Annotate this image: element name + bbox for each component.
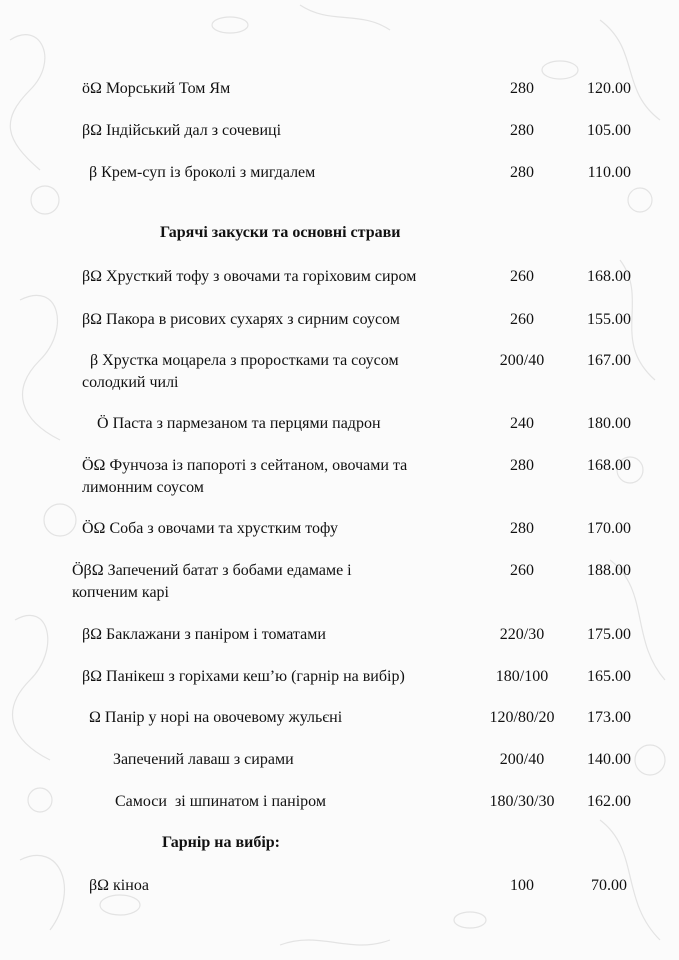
- item-price: 110.00: [587, 164, 631, 181]
- item-weight: 220/30: [499, 626, 545, 643]
- item-weight: 280: [510, 80, 534, 97]
- section-heading-hot: Гарячі закуски та основні страви: [160, 224, 401, 241]
- item-name: βΩ кіноа: [89, 877, 149, 894]
- item-weight: 120/80/20: [489, 709, 555, 726]
- menu-item: [0, 518, 679, 540]
- item-weight: 280: [510, 457, 534, 474]
- item-name: ÖβΩ Запечений батат з бобами едамаме і копченим карі: [72, 562, 352, 601]
- item-weight: 240: [510, 415, 534, 432]
- menu-item: [0, 120, 679, 142]
- item-price: 162.00: [587, 793, 631, 810]
- item-name: β Хрустка моцарела з проростками та соусом солодкий чилі: [82, 352, 399, 391]
- item-price: 188.00: [587, 562, 631, 579]
- menu-item: [0, 78, 679, 100]
- menu-item: [0, 266, 679, 288]
- item-price: 173.00: [587, 709, 631, 726]
- menu-item: [0, 350, 679, 394]
- item-name: βΩ Хрусткий тофу з овочами та горіховим сиром: [82, 268, 417, 285]
- menu-item: [0, 624, 679, 646]
- item-name: ÖΩ Соба з овочами та хрустким тофу: [82, 520, 338, 537]
- menu-item: [0, 666, 679, 688]
- menu-item: [0, 791, 679, 813]
- item-weight: 180/100: [495, 668, 549, 685]
- item-weight: 200/40: [499, 751, 545, 768]
- item-weight: 280: [510, 164, 534, 181]
- item-weight: 280: [510, 122, 534, 139]
- item-name: Самоси зі шпинатом і паніром: [115, 793, 326, 810]
- menu-item: [0, 455, 679, 499]
- item-name: βΩ Індійський дал з сочевиці: [82, 122, 282, 139]
- menu-item: [0, 413, 679, 435]
- item-name: Ω Панір у норі на овочевому жульєні: [89, 709, 343, 726]
- menu-item: [0, 162, 679, 184]
- item-name: βΩ Панікеш з горіхами кеш’ю (гарнір на вибір): [82, 668, 405, 685]
- menu-item: [0, 560, 679, 604]
- item-price: 70.00: [591, 877, 627, 894]
- item-name: Ö Паста з пармезаном та перцями падрон: [97, 415, 381, 432]
- item-price: 168.00: [587, 457, 631, 474]
- menu-item: [0, 749, 679, 771]
- item-name: β Крем-суп із броколі з мигдалем: [89, 164, 316, 181]
- menu-item: [0, 707, 679, 729]
- item-weight: 260: [510, 268, 534, 285]
- item-weight: 180/30/30: [489, 793, 555, 810]
- item-weight: 260: [510, 562, 534, 579]
- item-price: 170.00: [587, 520, 631, 537]
- item-name: βΩ Баклажани з паніром і томатами: [82, 626, 326, 643]
- item-price: 105.00: [587, 122, 631, 139]
- item-weight: 260: [510, 311, 534, 328]
- item-weight: 280: [510, 520, 534, 537]
- item-name: öΩ Морський Том Ям: [82, 80, 231, 97]
- item-name: Запечений лаваш з сирами: [113, 751, 294, 768]
- item-price: 155.00: [587, 311, 631, 328]
- item-price: 165.00: [587, 668, 631, 685]
- menu-item: [0, 309, 679, 331]
- item-weight: 100: [510, 877, 534, 894]
- item-price: 140.00: [587, 751, 631, 768]
- item-price: 175.00: [587, 626, 631, 643]
- item-name: ÖΩ Фунчоза із папороті з сейтаном, овочами та лимонним соусом: [82, 457, 408, 496]
- menu-item: [0, 875, 679, 897]
- item-weight: 200/40: [499, 352, 545, 369]
- item-name: βΩ Пакора в рисових сухарях з сирним соусом: [82, 311, 400, 328]
- item-price: 180.00: [587, 415, 631, 432]
- item-price: 167.00: [587, 352, 631, 369]
- item-price: 120.00: [587, 80, 631, 97]
- section-heading-garnish: Гарнір на вибір:: [162, 834, 280, 851]
- item-price: 168.00: [587, 268, 631, 285]
